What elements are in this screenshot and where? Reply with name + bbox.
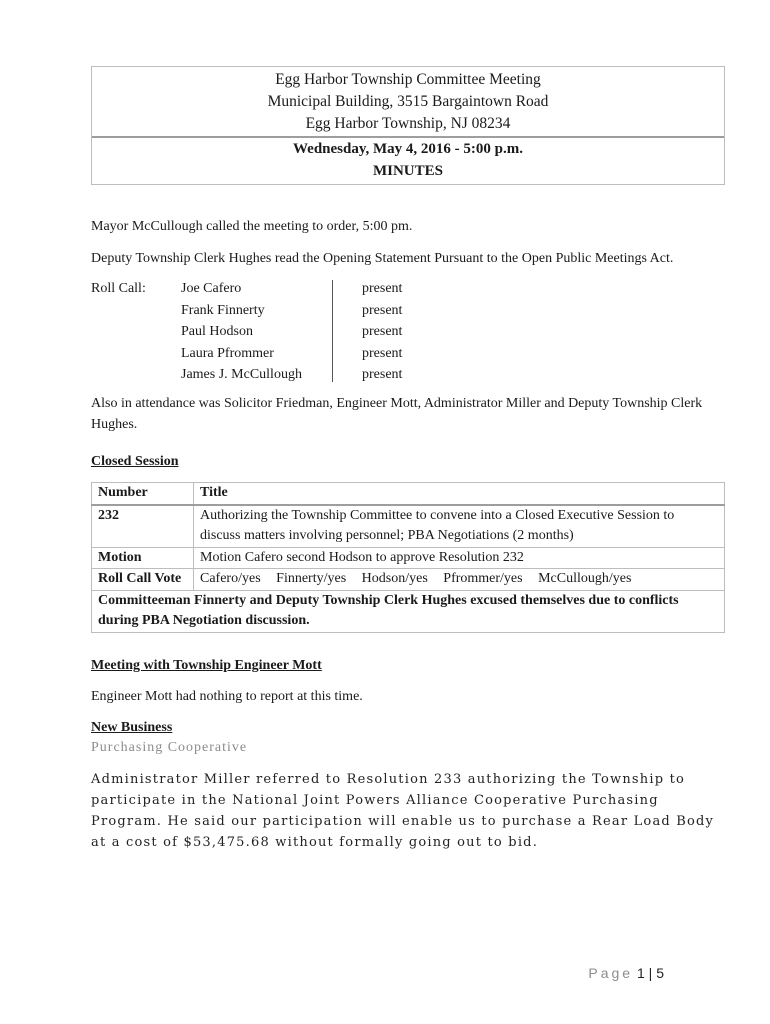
vote-entry: Hodson/yes [361,571,428,586]
meeting-address: Municipal Building, 3515 Bargaintown Road [267,93,549,110]
roll-call-member-status: present [362,302,403,318]
roll-call-member-name: Paul Hodson [181,324,253,339]
attendance-text: Also in attendance was Solicitor Friedman, Engineer Mott, Administrator Miller and Deputy Township Clerk Hughes. [91,396,703,432]
closed-session-table [91,482,725,633]
table-row [92,547,725,569]
roll-call-member-name: Frank Finnerty [181,302,265,318]
table-row [92,569,725,591]
purchasing-cooperative-text: Administrator Miller referred to Resolution 233 authorizing the Township to participate in the National Joint Powers Alliance Cooperative Purchasing Program. He said our participation will enable us to purchase a Rear Load Body at a cost of $53,475.68 without formally going out to bid. [91,771,715,851]
motion-text: Motion Cafero second Hodson to approve Resolution 232 [194,547,725,569]
roll-call-member-name: Joe Cafero [181,281,242,296]
meeting-title: Egg Harbor Township Committee Meeting [275,71,541,88]
vote-entry: McCullough/yes [538,571,632,586]
roll-call-member-status: present [362,367,403,382]
resolution-title: Authorizing the Township Committee to convene into a Closed Executive Session to discuss matters involving personnel; PBA Negotiations (2 months) [194,505,725,548]
meeting-date-block [92,138,724,184]
engineer-heading: Meeting with Township Engineer Mott [91,657,322,673]
page-total: 5 [656,965,664,981]
roll-call-divider [332,280,333,382]
call-to-order-text: Mayor McCullough called the meeting to order, 5:00 pm. [91,219,413,234]
page-footer [588,965,664,981]
minutes-title: MINUTES [372,163,443,179]
page-word: Page [588,965,634,981]
opening-statement-text: Deputy Township Clerk Hughes read the Opening Statement Pursuant to the Open Public Meetings Act. [91,251,674,266]
engineer-report-text: Engineer Mott had nothing to report at this time. [91,688,363,704]
table-header-row [92,483,725,505]
vote-entry: Cafero/yes [200,571,261,586]
document-page [91,66,725,854]
roll-call-votes [194,569,725,591]
purchasing-cooperative-subheading: Purchasing Cooperative [91,739,248,755]
roll-call-member-status: present [362,324,403,339]
roll-call-member-name: Laura Pfrommer [181,345,274,361]
roll-call-member-status: present [362,281,403,296]
page-number: 1 [636,965,645,981]
roll-call-member-status: present [362,345,403,361]
roll-call-names [181,278,302,386]
new-business-heading: New Business [91,719,173,735]
roll-call-member-name: James J. McCullough [181,367,302,382]
meeting-city: Egg Harbor Township, NJ 08234 [305,115,511,132]
closed-session-note: Committeeman Finnerty and Deputy Township Clerk Hughes excused themselves due to conflicts during PBA Negotiation discussion. [92,590,725,632]
page-separator: | [648,965,653,981]
roll-call-label: Roll Call: [91,281,146,296]
meeting-location-block [92,67,724,136]
roll-call-block [91,278,725,386]
motion-label: Motion [92,547,194,569]
table-row [92,505,725,548]
roll-call-vote-label: Roll Call Vote [92,569,194,591]
column-header-number: Number [92,483,194,505]
resolution-number: 232 [92,505,194,548]
table-row [92,590,725,632]
closed-session-heading: Closed Session [91,454,179,469]
vote-entry: Finnerty/yes [276,571,347,586]
column-header-title: Title [194,483,725,505]
meeting-date: Wednesday, May 4, 2016 - 5:00 p.m. [292,141,523,157]
vote-entry: Pfrommer/yes [443,571,523,586]
roll-call-statuses [362,278,402,386]
meeting-header-box [91,66,725,185]
